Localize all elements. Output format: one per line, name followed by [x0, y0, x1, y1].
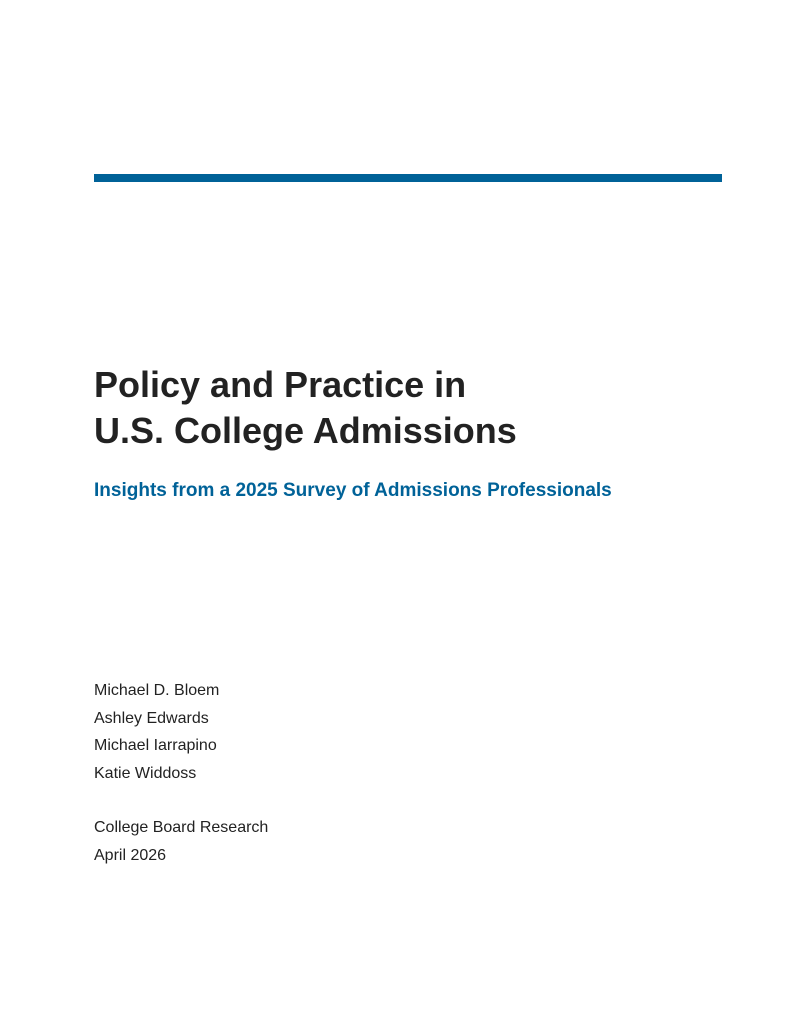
publication-date: April 2026: [94, 846, 167, 864]
author-name: Ashley Edwards: [94, 709, 209, 727]
publication-info: [94, 814, 268, 869]
title-line-2: U.S. College Admissions: [94, 410, 517, 451]
author-name: Michael Iarrapino: [94, 737, 217, 754]
title-line-1: Policy and Practice in: [94, 364, 467, 405]
author-name: Katie Widdoss: [94, 764, 197, 782]
top-accent-rule: [94, 174, 722, 182]
document-subtitle: Insights from a 2025 Survey of Admissions Professionals: [94, 480, 612, 501]
organization-name: College Board Research: [94, 819, 269, 836]
author-list: [94, 677, 219, 787]
author-name: Michael D. Bloem: [94, 682, 220, 699]
document-title: [94, 362, 734, 454]
